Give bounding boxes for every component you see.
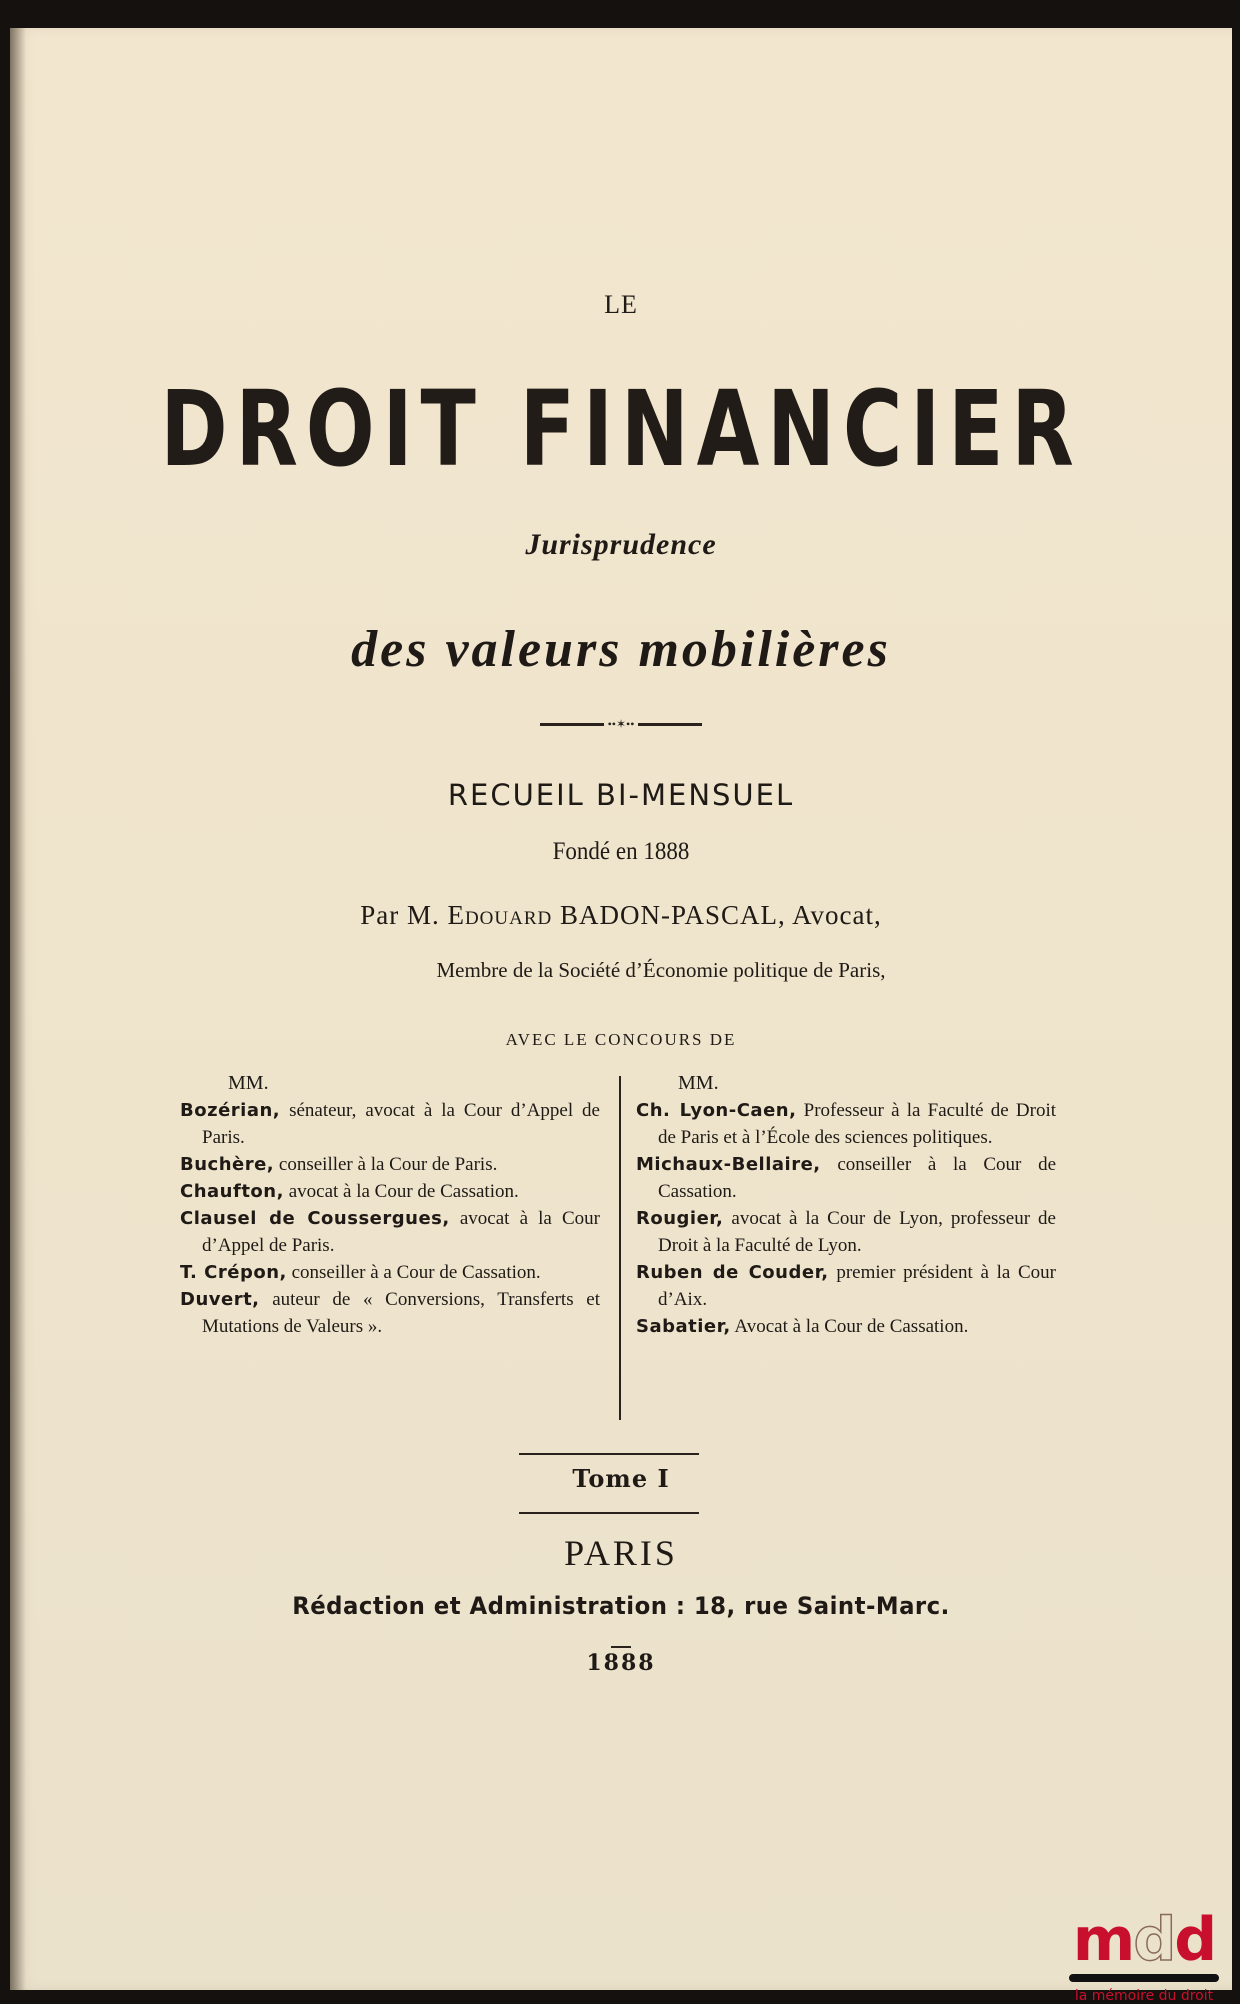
contributor-name: Clausel de Coussergues, <box>180 1208 450 1229</box>
membership-line: Membre de la Société d’Économie politique de Paris, <box>436 958 886 982</box>
contributor-entry <box>180 1097 600 1151</box>
contributor-name: Buchère, <box>180 1154 275 1175</box>
short-dash <box>611 1646 631 1648</box>
main-title: DROIT FINANCIER <box>160 368 1082 490</box>
ornament-bar-right <box>638 723 702 726</box>
contributor-desc: sénateur, avocat à la Cour d’Appel de Paris. <box>202 1100 600 1148</box>
contributor-desc: avocat à la Cour d’Appel de Paris. <box>202 1208 600 1256</box>
author-line <box>10 900 1232 931</box>
contributor-name: Ch. Lyon-Caen, <box>636 1100 797 1121</box>
contributor-name: T. Crépon, <box>180 1262 287 1283</box>
contributors-heading: AVEC LE CONCOURS DE <box>505 1030 737 1049</box>
contributor-name: Sabatier, <box>636 1316 731 1337</box>
mdd-logo-icon <box>1064 1905 1224 1975</box>
contributor-entry <box>636 1313 1056 1340</box>
publication-year: 1888 <box>586 1650 656 1676</box>
contributor-name: Bozérian, <box>180 1100 281 1121</box>
founded-line: Fondé en 1888 <box>552 838 690 865</box>
contributor-entry <box>636 1205 1056 1259</box>
honorific: MM. <box>678 1072 719 1094</box>
contributor-desc: Avocat à la Cour de Cassation. <box>734 1316 969 1337</box>
contributor-entry <box>636 1097 1056 1151</box>
contributor-desc: premier président à la Cour d’Aix. <box>658 1262 1057 1310</box>
contributor-entry <box>180 1205 600 1259</box>
subtitle-valeurs: des valeurs mobilières <box>351 621 891 678</box>
author-first-name: Edouard <box>447 900 553 930</box>
contributor-desc: Professeur à la Faculté de Droit de Paris et à l’École des sciences politiques. <box>658 1100 1057 1148</box>
contributor-name: Chaufton, <box>180 1181 284 1202</box>
contributor-name: Ruben de Couder, <box>636 1262 829 1283</box>
column-divider <box>619 1076 621 1420</box>
contributors-columns <box>180 1070 1060 1420</box>
logo-letter-d: d <box>1174 1905 1216 1975</box>
honorific: MM. <box>228 1072 269 1094</box>
ornament-divider <box>10 718 1232 730</box>
author-prefix: Par M. <box>360 900 440 930</box>
city-label: PARIS <box>564 1533 678 1573</box>
subtitle-jurisprudence: Jurisprudence <box>525 528 717 561</box>
author-last-name: BADON-PASCAL, <box>560 900 786 930</box>
series-label: RECUEIL BI-MENSUEL <box>447 778 795 812</box>
volume-label: Tome I <box>572 1464 670 1493</box>
contributor-entry <box>636 1151 1056 1205</box>
contributor-desc: avocat à la Cour de Lyon, professeur de Droit à la Faculté de Lyon. <box>658 1208 1056 1256</box>
contributors-right-column <box>636 1070 1056 1340</box>
contributor-desc: avocat à la Cour de Cassation. <box>288 1181 519 1202</box>
rule-below-volume <box>519 1512 699 1514</box>
contributor-desc: conseiller à la Cour de Paris. <box>278 1154 498 1175</box>
contributors-left-column <box>180 1070 600 1340</box>
contributor-name: Duvert, <box>180 1289 260 1310</box>
contributor-desc: auteur de « Conversions, Transferts et Mutations de Valeurs ». <box>202 1289 600 1337</box>
ornament-icon: ••✶•• <box>607 717 635 731</box>
contributor-name: Rougier, <box>636 1208 724 1229</box>
contributor-entry <box>180 1259 600 1286</box>
author-role: Avocat, <box>792 900 882 930</box>
ornament-bar-left <box>540 723 604 726</box>
rule-above-volume <box>519 1453 699 1455</box>
contributor-entry <box>180 1286 600 1340</box>
contributor-entry <box>180 1178 600 1205</box>
contributor-desc: conseiller à la Cour de Cassation. <box>658 1154 1056 1202</box>
binding-shadow <box>10 28 26 1990</box>
contributor-name: Michaux-Bellaire, <box>636 1154 821 1175</box>
contributor-entry <box>636 1259 1056 1313</box>
logo-letter-m: m <box>1072 1905 1134 1975</box>
logo-tagline: la mémoire du droit <box>1074 1988 1214 2004</box>
logo-underline <box>1069 1974 1219 1982</box>
contributor-entry <box>180 1151 600 1178</box>
mdd-watermark-logo <box>1064 1905 1224 2004</box>
address-line: Rédaction et Administration : 18, rue Saint-Marc. <box>292 1592 950 1620</box>
contributor-desc: conseiller à a Cour de Cassation. <box>291 1262 541 1283</box>
pre-title: LE <box>604 290 638 319</box>
scanned-page <box>10 28 1232 2004</box>
logo-letter-d-outline: d <box>1133 1905 1175 1975</box>
